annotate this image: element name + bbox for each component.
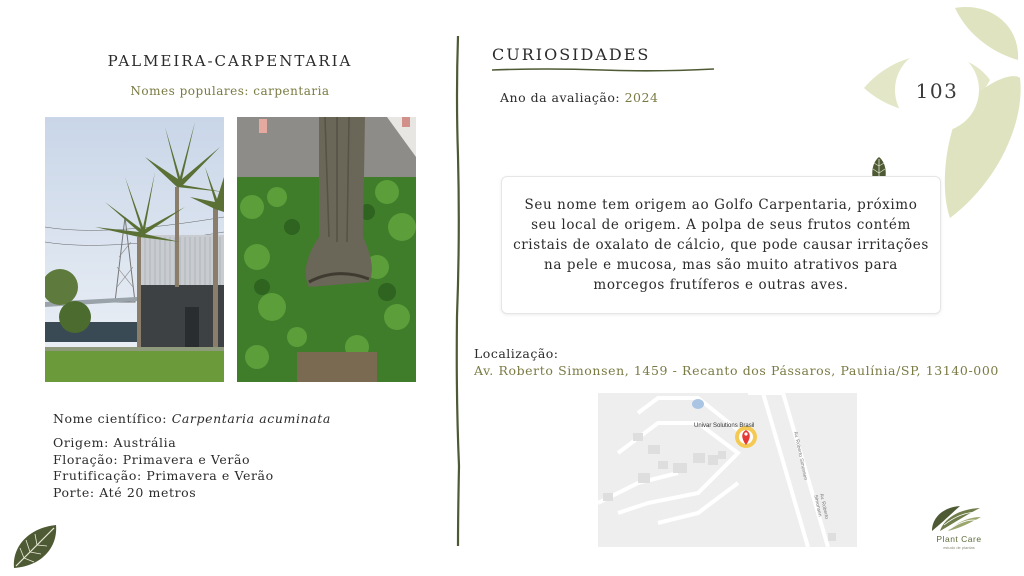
location-map[interactable] — [598, 393, 857, 547]
map-road-label: Av. Roberto Simonsen — [812, 493, 830, 520]
fact-fruiting — [53, 468, 274, 485]
fact-value: Primavera e Verão — [122, 451, 251, 467]
fact-label: Floração: — [53, 451, 123, 467]
plant-facts — [53, 435, 274, 501]
logo-tagline: estudo de plantas — [943, 545, 975, 550]
scientific-name — [53, 411, 331, 426]
scientific-name-value: Carpentaria acuminata — [171, 411, 331, 426]
evaluation-year-label: Ano da avaliação: — [500, 90, 625, 105]
fact-flowering — [53, 452, 274, 469]
fact-label: Porte: — [53, 484, 100, 500]
location-address: Av. Roberto Simonsen, 1459 - Recanto dos Pássaros, Paulínia/SP, 13140-000 — [474, 363, 999, 378]
map-place-label: Univar Solutions Brasil — [694, 423, 755, 429]
popular-names-value: carpentaria — [253, 84, 330, 98]
popular-names-label: Nomes populares: — [130, 84, 254, 98]
fact-label: Origem: — [53, 435, 114, 450]
plant-title: PALMEIRA-CARPENTARIA — [107, 52, 353, 70]
page-number: 103 — [915, 79, 959, 103]
map-road-label: Av. Roberto Simonsen — [792, 431, 809, 481]
fact-value: Primavera e Verão — [146, 468, 274, 483]
photo-palm-trees — [45, 117, 224, 382]
column-divider — [453, 36, 463, 546]
curiosity-text: Seu nome tem origem ao Golfo Carpentaria, próximo seu local de origem. A polpa de seus frutos contém cristais de oxalato de cálcio, que pode causar irritações na pele e mucosa, mas são muito atrativos para morcegos frutíferos e outras aves. — [513, 197, 929, 293]
fact-origin — [53, 435, 274, 452]
fact-value: Austrália — [113, 435, 177, 450]
leaf-icon — [10, 522, 60, 570]
evaluation-year — [500, 90, 658, 105]
title-underline — [492, 67, 714, 73]
curiosities-title: CURIOSIDADES — [492, 45, 651, 64]
fact-value: Até 20 metros — [99, 484, 197, 500]
evaluation-year-value: 2024 — [624, 90, 659, 105]
fact-label: Frutificação: — [53, 468, 147, 483]
fact-size — [53, 485, 274, 502]
logo-name: Plant Care — [936, 534, 982, 544]
plant-care-logo-icon — [930, 503, 982, 533]
location-label: Localização: — [474, 346, 559, 361]
popular-names — [60, 84, 400, 98]
scientific-name-label: Nome científico: — [53, 411, 172, 426]
curiosity-card — [501, 176, 941, 314]
photo-trunk-base — [237, 117, 416, 382]
